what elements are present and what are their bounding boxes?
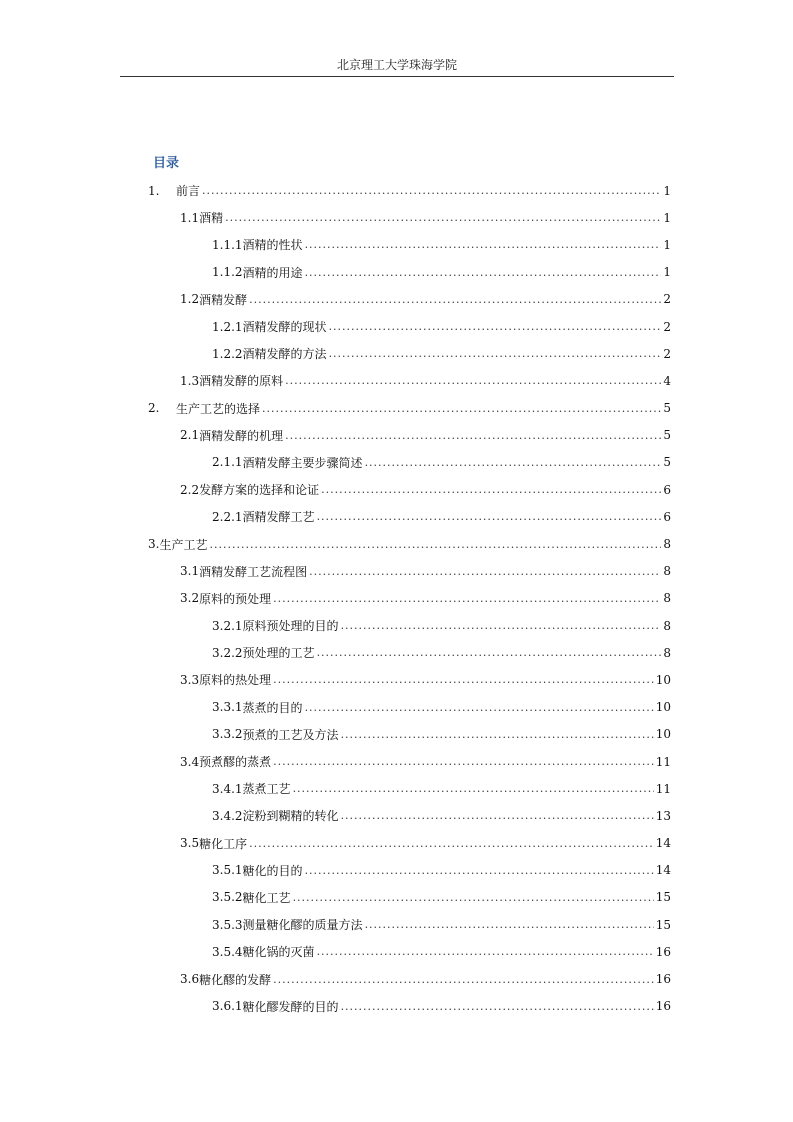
toc-entry-number: 3.6.1 bbox=[212, 999, 243, 1014]
toc-entry[interactable] bbox=[0, 231, 793, 258]
toc-entry[interactable] bbox=[0, 721, 793, 748]
toc-entry-page: 8 bbox=[663, 564, 671, 579]
toc-leader-dots bbox=[202, 184, 661, 197]
toc-leader-dots bbox=[317, 945, 654, 958]
toc-leader-dots bbox=[262, 402, 661, 415]
toc-entry-label: 蒸煮工艺 bbox=[242, 782, 291, 797]
toc-entry-page: 5 bbox=[663, 455, 671, 470]
toc-entry-label: 酒精发酵主要步骤简述 bbox=[242, 455, 363, 470]
toc-leader-dots bbox=[309, 565, 661, 578]
toc-leader-dots bbox=[317, 646, 662, 659]
toc-entry-page: 16 bbox=[655, 972, 671, 987]
toc-entry-label: 糖化醪的发酵 bbox=[199, 972, 272, 987]
toc-entry-label: 酒精发酵的机理 bbox=[199, 428, 284, 443]
toc-entry-page: 1 bbox=[663, 210, 671, 225]
toc-entry-page: 16 bbox=[655, 999, 671, 1014]
toc-entry-number: 3.2 bbox=[180, 591, 200, 606]
toc-entry-number: 1.3 bbox=[180, 373, 200, 388]
toc-entry-page: 2 bbox=[663, 319, 671, 334]
toc-entry-label: 糖化醪发酵的目的 bbox=[242, 999, 339, 1014]
toc-entry-label: 酒精发酵工艺 bbox=[242, 510, 315, 525]
toc-entry-label: 酒精的用途 bbox=[242, 265, 303, 280]
toc-entry[interactable] bbox=[0, 449, 793, 476]
toc-entry-label: 原料的预处理 bbox=[199, 591, 272, 606]
toc-entry-number: 3.3.2 bbox=[212, 727, 243, 742]
toc-leader-dots bbox=[365, 456, 662, 469]
toc-leader-dots bbox=[329, 320, 662, 333]
toc-entry-number: 3.5 bbox=[180, 836, 200, 851]
toc-entry-label: 前言 bbox=[176, 184, 201, 199]
toc-entry[interactable] bbox=[0, 694, 793, 721]
toc-entry-page: 4 bbox=[663, 373, 671, 388]
toc-entry[interactable] bbox=[0, 802, 793, 829]
toc-entry-page: 10 bbox=[655, 727, 671, 742]
toc-entry-page: 16 bbox=[655, 944, 671, 959]
toc-leader-dots bbox=[273, 592, 661, 605]
toc-entry[interactable] bbox=[0, 286, 793, 313]
toc-entry-page: 5 bbox=[663, 401, 671, 416]
toc-entry[interactable] bbox=[0, 748, 793, 775]
toc-entry-label: 预煮醪的蒸煮 bbox=[199, 755, 272, 770]
table-of-contents bbox=[0, 177, 793, 1020]
toc-entry[interactable] bbox=[0, 830, 793, 857]
toc-entry-number: 1.1 bbox=[180, 210, 200, 225]
toc-entry-page: 8 bbox=[663, 645, 671, 660]
toc-entry[interactable] bbox=[0, 612, 793, 639]
toc-entry[interactable] bbox=[0, 259, 793, 286]
toc-leader-dots bbox=[329, 347, 662, 360]
toc-entry-page: 10 bbox=[655, 672, 671, 687]
toc-entry-page: 6 bbox=[663, 482, 671, 497]
toc-entry[interactable] bbox=[0, 993, 793, 1020]
toc-entry-page: 8 bbox=[663, 591, 671, 606]
toc-leader-dots bbox=[305, 864, 654, 877]
toc-entry-page: 1 bbox=[663, 183, 671, 198]
toc-entry-number: 2.1 bbox=[180, 428, 200, 443]
toc-entry-page: 5 bbox=[663, 428, 671, 443]
toc-leader-dots bbox=[365, 918, 654, 931]
toc-entry-label: 糖化的目的 bbox=[242, 863, 303, 878]
toc-entry-number: 2.2.1 bbox=[212, 509, 243, 524]
toc-entry-page: 2 bbox=[663, 346, 671, 361]
toc-leader-dots bbox=[249, 293, 661, 306]
toc-entry-page: 10 bbox=[655, 700, 671, 715]
toc-entry-number: 1.2.2 bbox=[212, 346, 243, 361]
toc-leader-dots bbox=[341, 619, 662, 632]
toc-entry-number: 3.1 bbox=[180, 564, 200, 579]
toc-entry[interactable] bbox=[0, 938, 793, 965]
toc-leader-dots bbox=[249, 837, 654, 850]
toc-entry-label: 测量糖化醪的质量方法 bbox=[242, 918, 363, 933]
toc-entry-label: 酒精发酵的现状 bbox=[242, 320, 327, 335]
toc-entry-number: 3.5.2 bbox=[212, 890, 243, 905]
toc-leader-dots bbox=[293, 782, 654, 795]
toc-entry-label: 原料的热处理 bbox=[199, 673, 272, 688]
toc-entry-number: 2.2 bbox=[180, 482, 200, 497]
toc-entry-number: 3.4.2 bbox=[212, 808, 243, 823]
toc-entry[interactable] bbox=[0, 965, 793, 992]
toc-leader-dots bbox=[293, 891, 654, 904]
toc-entry[interactable] bbox=[0, 884, 793, 911]
toc-entry[interactable] bbox=[0, 857, 793, 884]
toc-entry-number: 3.5.1 bbox=[212, 863, 243, 878]
toc-entry[interactable] bbox=[0, 775, 793, 802]
toc-entry[interactable] bbox=[0, 476, 793, 503]
toc-entry-number: 1.2 bbox=[180, 292, 200, 307]
toc-entry-number: 3.3 bbox=[180, 672, 200, 687]
toc-leader-dots bbox=[225, 211, 661, 224]
toc-entry-number: 1.2.1 bbox=[212, 319, 243, 334]
toc-entry[interactable] bbox=[0, 585, 793, 612]
toc-entry-number: 3.2.2 bbox=[212, 645, 243, 660]
toc-entry-label: 酒精 bbox=[199, 211, 224, 226]
toc-entry-label: 蒸煮的目的 bbox=[242, 700, 303, 715]
toc-entry-number: 3.4.1 bbox=[212, 781, 243, 796]
toc-entry[interactable] bbox=[0, 313, 793, 340]
toc-entry-page: 2 bbox=[663, 292, 671, 307]
toc-entry-page: 13 bbox=[655, 808, 671, 823]
toc-leader-dots bbox=[341, 1000, 654, 1013]
toc-entry-label: 糖化锅的灭菌 bbox=[242, 945, 315, 960]
toc-leader-dots bbox=[209, 538, 661, 551]
toc-entry-label: 生产工艺的选择 bbox=[176, 401, 261, 416]
toc-leader-dots bbox=[341, 728, 654, 741]
toc-leader-dots bbox=[273, 673, 654, 686]
toc-entry-label: 糖化工艺 bbox=[242, 890, 291, 905]
toc-entry-number: 1.1.2 bbox=[212, 265, 243, 280]
toc-entry-number: 3.4 bbox=[180, 754, 200, 769]
toc-entry-number: 3.3.1 bbox=[212, 700, 243, 715]
toc-leader-dots bbox=[273, 755, 654, 768]
toc-entry-page: 6 bbox=[663, 509, 671, 524]
toc-entry-page: 11 bbox=[655, 754, 671, 769]
toc-entry-label: 发酵方案的选择和论证 bbox=[199, 483, 320, 498]
toc-entry[interactable] bbox=[0, 558, 793, 585]
toc-leader-dots bbox=[341, 809, 654, 822]
toc-entry[interactable] bbox=[0, 639, 793, 666]
toc-entry-page: 1 bbox=[663, 237, 671, 252]
toc-entry-number: 3.2.1 bbox=[212, 618, 243, 633]
toc-leader-dots bbox=[305, 238, 662, 251]
toc-leader-dots bbox=[317, 510, 662, 523]
toc-entry[interactable] bbox=[0, 395, 793, 422]
toc-entry-label: 生产工艺 bbox=[159, 537, 208, 552]
toc-title: 目录 bbox=[153, 156, 180, 171]
page-header: 北京理工大学珠海学院 bbox=[336, 58, 457, 72]
toc-entry-number: 2.1.1 bbox=[212, 455, 243, 470]
toc-entry-label: 酒精发酵的方法 bbox=[242, 347, 327, 362]
toc-entry-label: 酒精发酵工艺流程图 bbox=[199, 564, 308, 579]
toc-entry-number: 1.1.1 bbox=[212, 237, 243, 252]
toc-entry-number: 2. bbox=[148, 401, 160, 416]
toc-entry[interactable] bbox=[0, 204, 793, 231]
toc-entry-page: 8 bbox=[663, 537, 671, 552]
toc-entry-number: 1. bbox=[148, 183, 160, 198]
toc-entry-page: 11 bbox=[655, 781, 671, 796]
toc-entry-label: 预煮的工艺及方法 bbox=[242, 727, 339, 742]
toc-entry-page: 15 bbox=[655, 917, 671, 932]
toc-entry[interactable] bbox=[0, 530, 793, 557]
toc-entry[interactable] bbox=[0, 422, 793, 449]
toc-entry[interactable] bbox=[0, 503, 793, 530]
toc-entry-page: 14 bbox=[655, 836, 671, 851]
toc-leader-dots bbox=[285, 429, 661, 442]
toc-entry-label: 酒精发酵的原料 bbox=[199, 374, 284, 389]
toc-entry[interactable] bbox=[0, 367, 793, 394]
toc-entry-label: 酒精的性状 bbox=[242, 238, 303, 253]
toc-entry[interactable] bbox=[0, 666, 793, 693]
toc-entry-label: 预处理的工艺 bbox=[242, 646, 315, 661]
toc-entry[interactable] bbox=[0, 911, 793, 938]
toc-entry-number: 3.5.4 bbox=[212, 944, 243, 959]
toc-leader-dots bbox=[305, 701, 654, 714]
toc-entry-page: 14 bbox=[655, 863, 671, 878]
toc-leader-dots bbox=[305, 266, 662, 279]
toc-leader-dots bbox=[321, 483, 661, 496]
toc-entry-number: 3. bbox=[148, 537, 160, 552]
toc-entry[interactable] bbox=[0, 340, 793, 367]
toc-entry-number: 3.6 bbox=[180, 972, 200, 987]
toc-entry-label: 原料预处理的目的 bbox=[242, 619, 339, 634]
toc-entry-page: 1 bbox=[663, 265, 671, 280]
toc-entry-page: 15 bbox=[655, 890, 671, 905]
toc-entry-label: 淀粉到糊精的转化 bbox=[242, 809, 339, 824]
toc-entry-label: 酒精发酵 bbox=[199, 292, 248, 307]
toc-entry[interactable] bbox=[0, 177, 793, 204]
toc-entry-label: 糖化工序 bbox=[199, 836, 248, 851]
toc-leader-dots bbox=[285, 374, 661, 387]
toc-entry-page: 8 bbox=[663, 618, 671, 633]
header-divider bbox=[120, 76, 674, 77]
toc-entry-number: 3.5.3 bbox=[212, 917, 243, 932]
toc-leader-dots bbox=[273, 973, 654, 986]
